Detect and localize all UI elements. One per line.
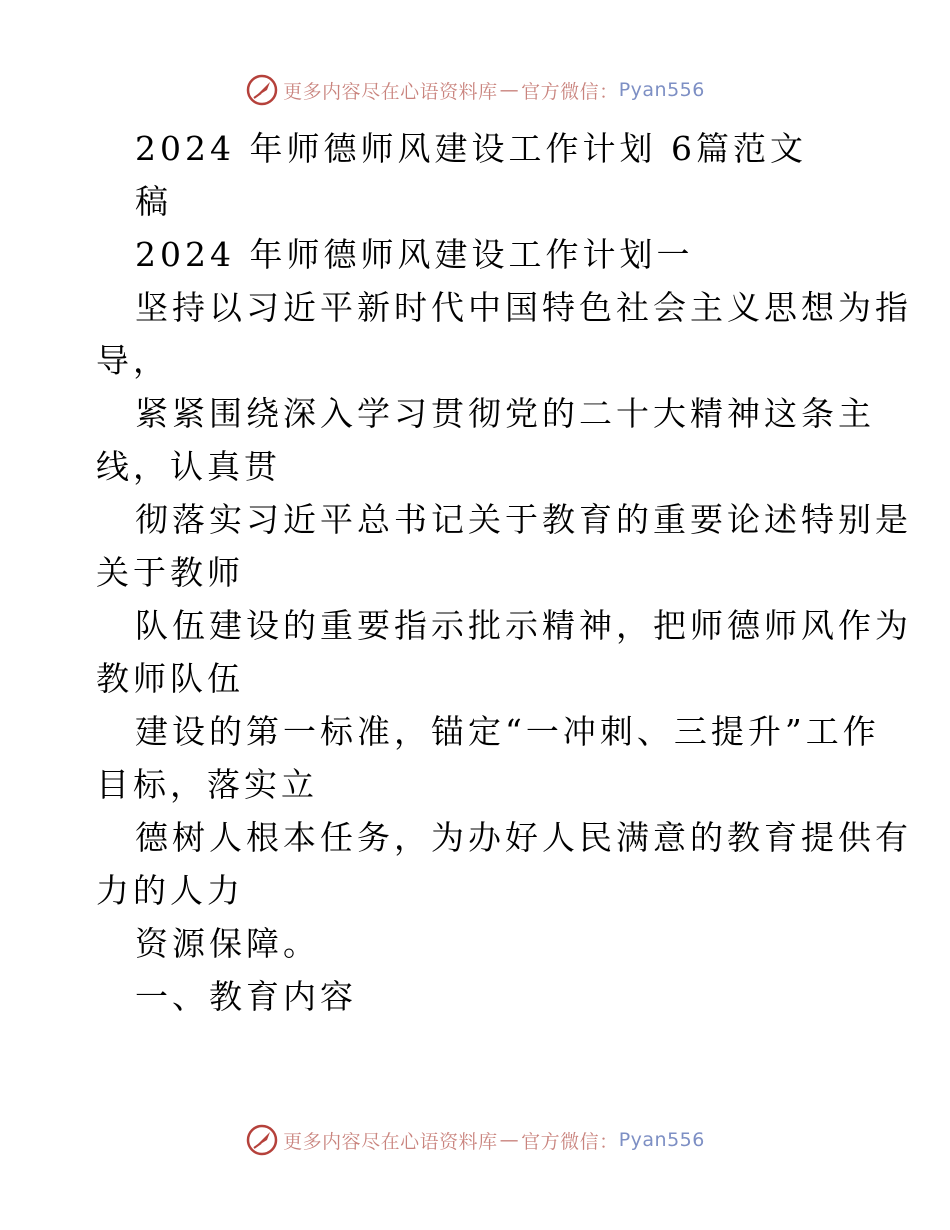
banner-handle: Pyan556: [618, 1129, 705, 1151]
paragraph-line: 德树人根本任务，为办好人民满意的教育提供有: [135, 818, 912, 857]
doc-title-line-2: 稿: [135, 182, 172, 221]
banner-wechat-label: 官方微信：: [521, 80, 619, 103]
quill-logo-icon: [245, 73, 279, 107]
paragraph-line: 关于教师: [96, 553, 244, 592]
banner-separator: —: [499, 79, 520, 101]
banner-separator: —: [499, 1129, 520, 1151]
paragraph-line: 力的人力: [96, 871, 244, 910]
paragraph-line: 彻落实习近平总书记关于教育的重要论述特别是: [135, 500, 912, 539]
paragraph-line: 紧紧围绕深入学习贯彻党的二十大精神这条主: [135, 394, 875, 433]
section-heading: 2024 年师德师风建设工作计划一: [135, 235, 694, 274]
quill-logo-icon: [245, 1123, 279, 1157]
paragraph-line: 资源保障。: [135, 924, 320, 963]
paragraph-line: 导，: [96, 341, 170, 380]
paragraph-line: 目标，落实立: [96, 765, 318, 804]
banner-wechat-label: 官方微信：: [521, 1130, 619, 1153]
banner-handle: Pyan556: [618, 79, 705, 101]
paragraph-line: 建设的第一标准，锚定“一冲刺、三提升”工作: [135, 712, 880, 751]
paragraph-line: 教师队伍: [96, 659, 244, 698]
document-body: [96, 122, 912, 1023]
header-banner: [0, 70, 950, 110]
footer-banner: [0, 1120, 950, 1160]
banner-main-text: 更多内容尽在心语资料库: [283, 80, 498, 103]
subsection-heading: 一、教育内容: [135, 977, 357, 1016]
paragraph-line: 线，认真贯: [96, 447, 281, 486]
banner-main-text: 更多内容尽在心语资料库: [283, 1130, 498, 1153]
paragraph-line: 队伍建设的重要指示批示精神，把师德师风作为: [135, 606, 912, 645]
doc-title-line-1: 2024 年师德师风建设工作计划 6篇范文: [135, 129, 807, 168]
paragraph-line: 坚持以习近平新时代中国特色社会主义思想为指: [135, 288, 912, 327]
